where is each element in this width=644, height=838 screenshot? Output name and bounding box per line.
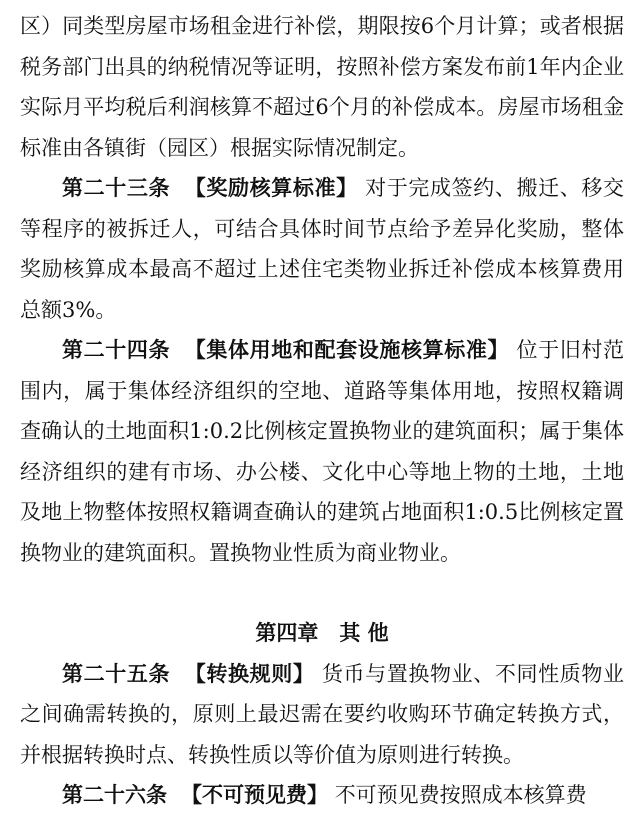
article-title: 【转换规则】: [184, 661, 315, 686]
article-body: 货币与置换物业、不同性质物业之间确需转换的，原则上最迟需在要约收购环节确定转换方式，并根据转换时点、转换性质以等价值为原则进行转换。: [20, 661, 625, 767]
section-spacer: [20, 573, 624, 613]
article-number: 第二十六条: [62, 783, 167, 807]
article-body: 不可预见费按照成本核算费: [334, 783, 587, 807]
article-body: 位于旧村范围内，属于集体经济组织的空地、道路等集体用地，按照权籍调查确认的土地面积1:0.2比例核定置换物业的建筑面积；属于集体经济组织的建有市场、办公楼、文化中心等地上物的土地，土地及地上物整体按照权籍调查确认的建筑占地面积1:0.5比例核定置换物业的建筑面积。置换物业性质为商业物业。: [20, 338, 625, 565]
article-26: [20, 775, 624, 816]
paragraph-text: 区）同类型房屋市场租金进行补偿，期限按6个月计算；或者根据税务部门出具的纳税情况等证明，按照补偿方案发布前1年内企业实际月平均税后利润核算不超过6个月的补偿成本。房屋市场租金标准由各镇街（园区）根据实际情况制定。: [20, 14, 624, 160]
article-number: 第二十三条: [62, 176, 171, 200]
article-23: [20, 168, 624, 330]
article-title: 【不可预见费】: [181, 783, 328, 807]
article-title: 【集体用地和配套设施核算标准】: [184, 338, 510, 362]
paragraph-continuation: [20, 6, 624, 168]
article-number: 第二十五条: [62, 661, 171, 686]
document-page: [20, 6, 624, 816]
article-body: 对于完成签约、搬迁、移交等程序的被拆迁人，可结合具体时间节点给予差异化奖励，整体奖励核算成本最高不超过上述住宅类物业拆迁补偿成本核算费用总额3%。: [20, 176, 625, 322]
chapter-heading: 第四章 其 他: [255, 621, 389, 645]
article-number: 第二十四条: [62, 338, 171, 362]
article-title: 【奖励核算标准】: [184, 176, 358, 200]
article-24: [20, 330, 624, 573]
article-25: [20, 654, 624, 776]
